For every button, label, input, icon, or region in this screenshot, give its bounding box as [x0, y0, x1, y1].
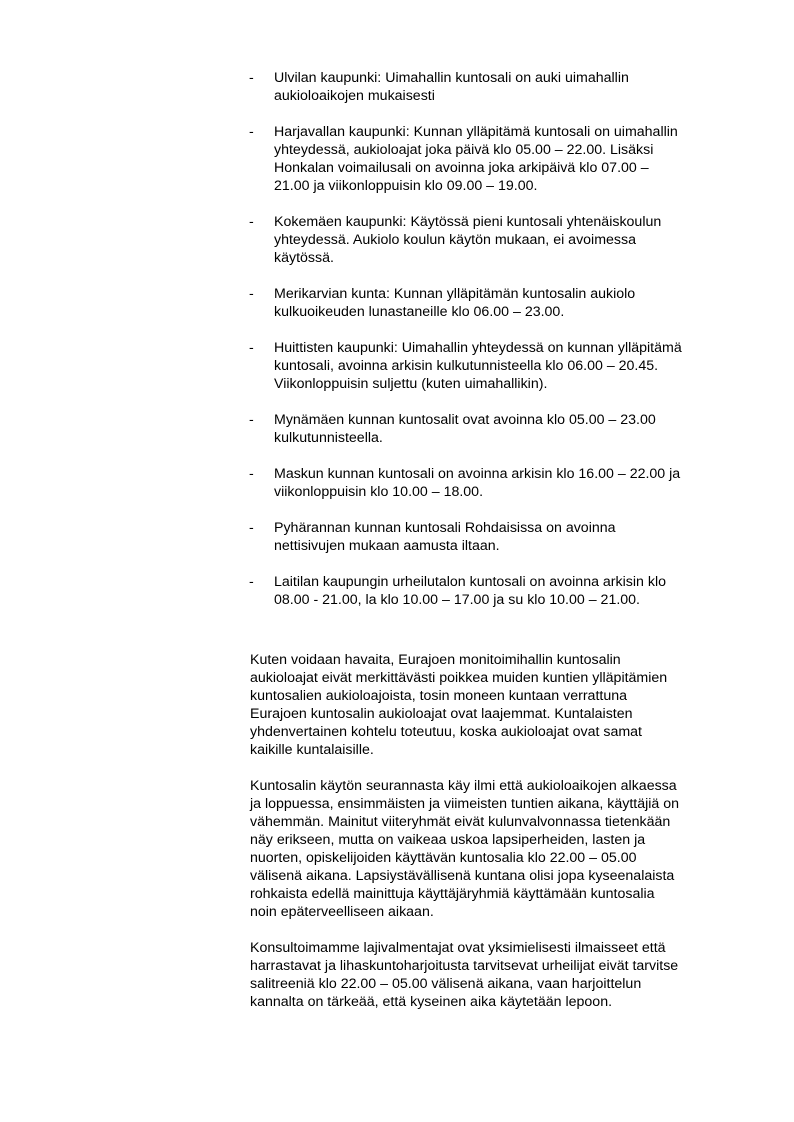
paragraph-coaches-opinion: Konsultoimamme lajivalmentajat ovat yksimielisesti ilmaisseet että harrastavat ja lihaskuntoharjoitusta tarvitsevat urheilijat eivät tarvitse salitreeniä klo 22.00 – 05.00 välisenä aikana, vaan harjoittelun kannalta on tärkeää, että kyseinen aika käytetään lepoon. — [250, 940, 679, 1010]
list-item — [248, 213, 738, 267]
list-item — [248, 411, 738, 447]
bullet-dash: - — [249, 520, 254, 536]
list-item — [248, 285, 738, 321]
list-item — [248, 339, 738, 393]
list-item — [248, 123, 738, 195]
list-item-text: Harjavallan kaupunki: Kunnan ylläpitämä kuntosali on uimahallin yhteydessä, aukioloajat joka päivä klo 05.00 – 22.00. Lisäksi Honkalan voimailusali on avoinna joka arkipäivä klo 07.00 – 21.00 ja viikonloppuisin klo 09.00 – 19.00. — [274, 124, 678, 194]
list-item-text: Huittisten kaupunki: Uimahallin yhteydessä on kunnan ylläpitämä kuntosali, avoinna arkisin kulkutunnisteella klo 06.00 – 20.45. Viikonloppuisin suljettu (kuten uimahallikin). — [274, 340, 682, 392]
gym-opening-hours-list — [248, 69, 738, 627]
list-item-text: Kokemäen kaupunki: Käytössä pieni kuntosali yhtenäiskoulun yhteydessä. Aukiolo koulun käytön mukaan, ei avoimessa käytössä. — [274, 214, 662, 266]
paragraph-comparison: Kuten voidaan havaita, Eurajoen monitoimihallin kuntosalin aukioloajat eivät merkittävästi poikkea muiden kuntien ylläpitämien kuntosalien aukioloajoista, tosin moneen kuntaan verrattuna Eurajoen kuntosalin aukioloajat ovat laajemmat. Kuntalaisten yhdenvertainen kohtelu toteutuu, koska aukioloajat ovat samat kaikille kuntalaisille. — [250, 652, 668, 758]
bullet-dash: - — [249, 574, 254, 590]
list-item — [248, 465, 738, 501]
bullet-dash: - — [249, 70, 254, 86]
list-item-text: Laitilan kaupungin urheilutalon kuntosali on avoinna arkisin klo 08.00 - 21.00, la klo 10.00 – 17.00 ja su klo 10.00 – 21.00. — [274, 574, 666, 608]
list-item — [248, 519, 738, 555]
list-item — [248, 69, 738, 105]
body-text — [250, 651, 740, 1029]
paragraph-usage-monitoring: Kuntosalin käytön seurannasta käy ilmi että aukioloaikojen alkaessa ja loppuessa, ensimmäisten ja viimeisten tuntien aikana, käyttäjiä on vähemmän. Mainitut viiteryhmät eivät kulunvalvonnassa tietenkään näy erikseen, mutta on vaikeaa uskoa lapsiperheiden, lasten ja nuorten, opiskelijoiden käyttävän kuntosalia klo 22.00 – 05.00 välisenä aikana. Lapsiystävällisenä kuntana olisi jopa kyseenalaista rohkaista edellä mainittuja käyttäjäryhmiä käyttämään kuntosalia noin epäterveelliseen aikaan. — [250, 778, 680, 920]
bullet-dash: - — [249, 466, 254, 482]
bullet-dash: - — [249, 340, 254, 356]
list-item-text: Maskun kunnan kuntosali on avoinna arkisin klo 16.00 – 22.00 ja viikonloppuisin klo 10.00 – 18.00. — [274, 466, 681, 500]
bullet-dash: - — [249, 412, 254, 428]
list-item-text: Pyhärannan kunnan kuntosali Rohdaisissa on avoinna nettisivujen mukaan aamusta iltaan. — [274, 520, 616, 554]
list-item-text: Ulvilan kaupunki: Uimahallin kuntosali on auki uimahallin aukioloaikojen mukaisesti — [274, 70, 629, 104]
bullet-dash: - — [249, 286, 254, 302]
list-item — [248, 573, 738, 609]
list-item-text: Merikarvian kunta: Kunnan ylläpitämän kuntosalin aukiolo kulkuoikeuden lunastaneille klo 06.00 – 23.00. — [274, 286, 636, 320]
list-item-text: Mynämäen kunnan kuntosalit ovat avoinna klo 05.00 – 23.00 kulkutunnisteella. — [274, 412, 656, 446]
bullet-dash: - — [249, 124, 254, 140]
bullet-dash: - — [249, 214, 254, 230]
